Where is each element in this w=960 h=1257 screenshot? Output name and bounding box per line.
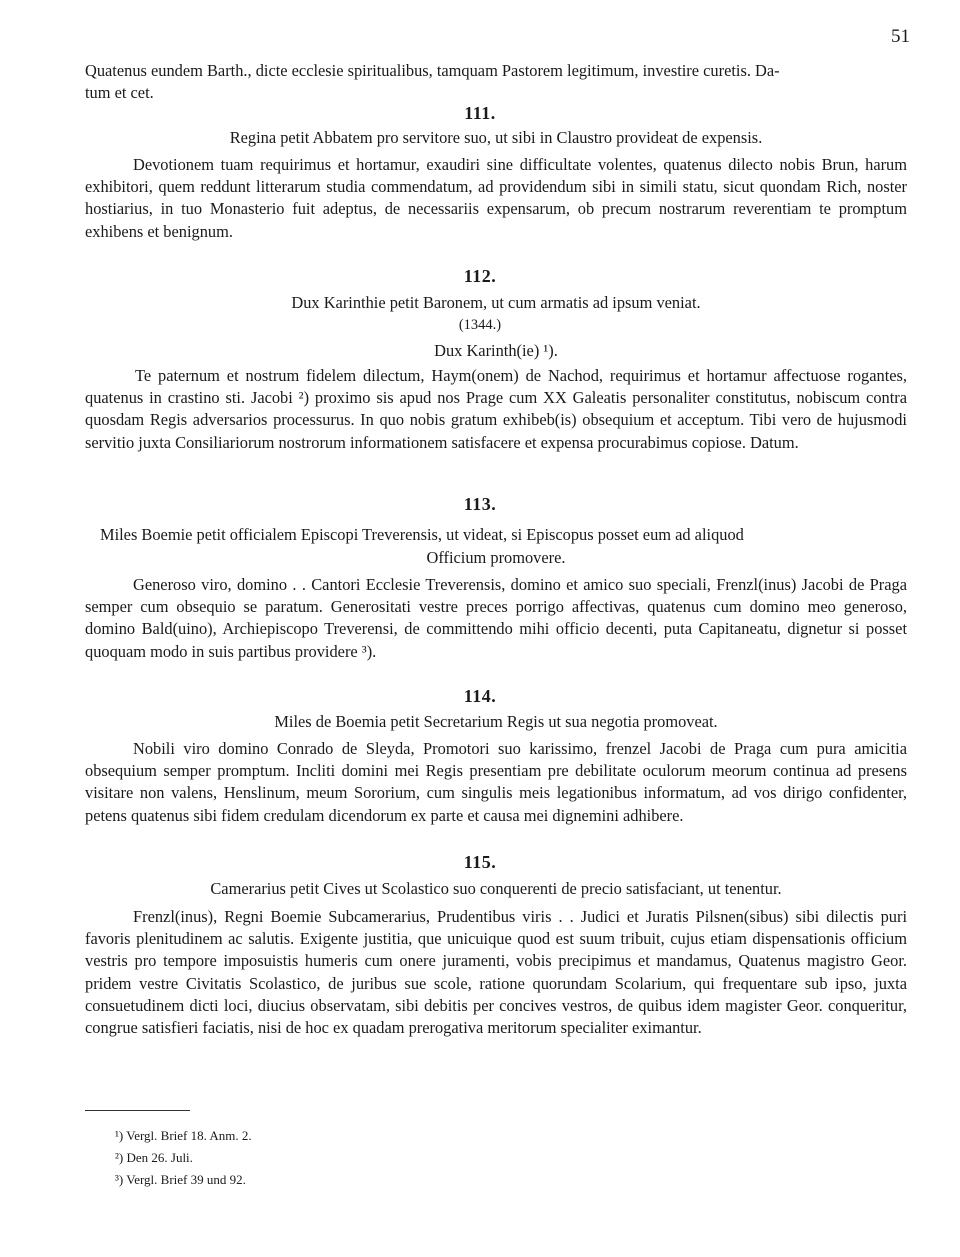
intro-line: Quatenus eundem Barth., dicte ecclesie spiritualibus, tamquam Pastorem legitimum, investire curetis. Da- xyxy=(85,61,780,80)
letter-title: Regina petit Abbatem pro servitore suo, ut sibi in Claustro provideat de expensis. xyxy=(229,128,763,147)
letter-title: Camerarius petit Cives ut Scolastico suo conquerenti de precio satisfaciant, ut tenentur. xyxy=(210,879,782,898)
letter-number: 111. xyxy=(464,103,496,123)
letter-title: Dux Karinthie petit Baronem, ut cum armatis ad ipsum veniat. xyxy=(291,293,701,312)
intro-line: tum et cet. xyxy=(85,83,154,103)
page-number: 51 xyxy=(891,26,910,47)
letter-text: Devotionem tuam requirimus et hortamur, exaudiri sine difficultate volentes, quatenus dilecto nobis Brun, harum exhibitori, quem reddunt litterarum studia commendatum, ad providendum sibi in simili statu, sicut quondam Rich, noster hostiarius, in tuo Monasterio fuit adeptus, de necessariis expensarum, ob precum nostrarum reverentiam te promptum exhibens et benignum. xyxy=(85,155,907,241)
letter-text: Frenzl(inus), Regni Boemie Subcamerarius, Prudentibus viris . . Judici et Juratis Pilsnen(sibus) sibi dilectis puri favoris plenitudinem ac salutis. Exigente justitia, que unicuique quod est suum tribuit, cujus etiam dispensationis officium vestris pro tempore imposuistis humeris cum onere juramenti, vobis precipimus et mandamus, Quatenus magistro Geor. pridem vestre Civitatis Scolastico, de juribus sue scole, ratione quorundam Scolarium, qui frequentare sub ipso, juxta consuetudinem dicti loci, diucius observatam, sibi debitis per concives vestros, de quibus idem magister Geor. conqueritur, congrue satisfieri faciatis, nisi de hoc ex quadam prerogativa meritorum specialiter eximantur. xyxy=(85,907,907,1038)
letter-number: 113. xyxy=(463,494,497,514)
letter-sender: Dux Karinth(ie) ¹). xyxy=(434,341,558,360)
letter-text: Generoso viro, domino . . Cantori Ecclesie Treverensis, domino et amico suo speciali, Frenzl(inus) Jacobi de Praga semper cum obsequio se paratum. Generositati vestre preces porrigo affectivas, quatenus cum domino meo generoso, domino Bald(uino), Archiepiscopo Treverensi, de committendo mihi officio decenti, puta Capitaneatu, dignetur si posset quoquam modo in suis partibus providere ³). xyxy=(85,575,907,661)
letter-title: Miles de Boemia petit Secretarium Regis ut sua negotia promoveat. xyxy=(274,712,718,731)
letter-number: 115. xyxy=(463,852,497,872)
letter-year: (1344.) xyxy=(458,317,502,333)
letter-number: 114. xyxy=(463,686,497,706)
letter-title-line: Officium promovere. xyxy=(426,548,566,567)
letter-text: Nobili viro domino Conrado de Sleyda, Promotori suo karissimo, frenzel Jacobi de Praga cum pura amicitia obsequium semper promptum. Incliti domini mei Regis presentiam pre debilitate oculorum meorum continua ad presens visitare non valens, Henslinum, meum Sororium, cum singulis meis legationibus informatum, ad vos dirigo confidenter, petens quatenus sibi fidem credulam dicendorum ex parte et causa mei dignemini adhibere. xyxy=(85,739,907,825)
letter-number: 112. xyxy=(463,266,497,286)
footnote-rule xyxy=(85,1110,190,1111)
intro-paragraph xyxy=(85,60,907,104)
footnote: ³) Vergl. Brief 39 und 92. xyxy=(115,1172,246,1187)
footnote: ²) Den 26. Juli. xyxy=(115,1150,193,1165)
letter-text: Te paternum et nostrum fidelem dilectum, Haym(onem) de Nachod, requirimus et hortamur affectuose rogantes, quatenus in crastino sti. Jacobi ²) proximo sis apud nos Prage cum XX Galeatis personaliter constitutus, nobiscum contra quosdam Regis adversarios processurus. In quo nobis gratum exhibeb(is) obsequium et acceptum. Tibi vero de hujusmodi servitio juxta Consiliariorum nostrorum informationem satisfacere et expensa procurabimus copiose. Datum. xyxy=(85,366,907,452)
letter-title-line: Miles Boemie petit officialem Episcopi Treverensis, ut videat, si Episcopus posset eum ad aliquod xyxy=(100,525,744,544)
footnote: ¹) Vergl. Brief 18. Anm. 2. xyxy=(115,1128,252,1143)
